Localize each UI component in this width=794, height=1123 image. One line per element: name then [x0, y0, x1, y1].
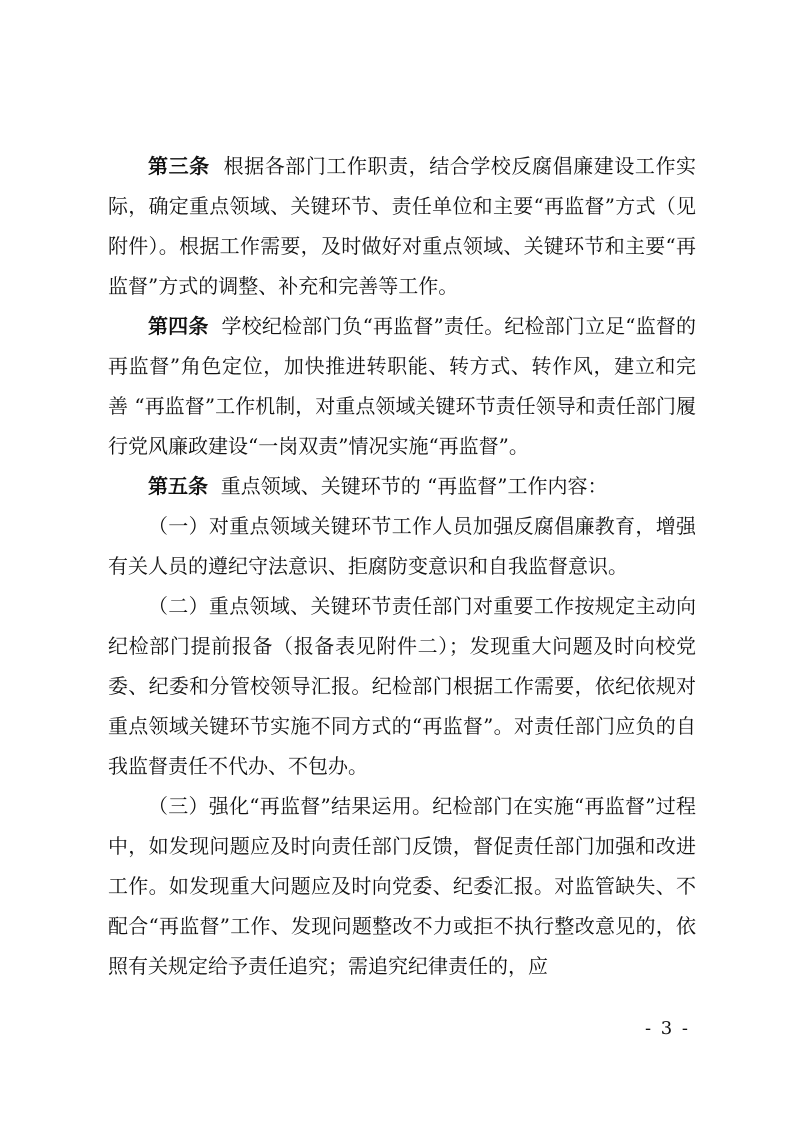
- article-heading: 第五条: [148, 474, 208, 498]
- paragraph-text: （三）强化“再监督”结果运用。纪检部门在实施“再监督”过程中，如发现问题应及时向责任部门反馈，督促责任部门加强和改进工作。如发现重大问题应及时向党委、纪委汇报。对监管缺失、不配合“再监督”工作、发现问题整改不力或拒不执行整改意见的，依照有关规定给予责任追究；需追究纪律责任的，应: [108, 794, 696, 978]
- paragraph-text: （二）重点领域、关键环节责任部门对重要工作按规定主动向纪检部门提前报备（报备表见附件二）；发现重大问题及时向校党委、纪委和分管校领导汇报。纪检部门根据工作需要，依纪依规对重点领域关键环节实施不同方式的“再监督”。对责任部门应负的自我监督责任不代办、不包办。: [108, 594, 696, 778]
- document-body: [108, 146, 696, 986]
- article-4-paragraph: [108, 306, 696, 466]
- article-heading: 第三条: [148, 154, 210, 178]
- item-2-paragraph: [108, 586, 696, 786]
- article-heading: 第四条: [148, 314, 209, 338]
- article-5-paragraph: [108, 466, 696, 506]
- paragraph-text: （一）对重点领域关键环节工作人员加强反腐倡廉教育，增强有关人员的遵纪守法意识、拒腐防变意识和自我监督意识。: [108, 514, 696, 578]
- paragraph-text: 学校纪检部门负“再监督”责任。纪检部门立足“监督的再监督”角色定位，加快推进转职能、转方式、转作风，建立和完善 “再监督”工作机制，对重点领域关键环节责任领导和责任部门履行党风廉政建设“一岗双责”情况实施“再监督”。: [108, 314, 697, 458]
- paragraph-text: 重点领域、关键环节的 “再监督”工作内容：: [220, 474, 608, 498]
- item-3-paragraph: [108, 786, 696, 986]
- page-number: - 3 -: [644, 1018, 690, 1039]
- item-1-paragraph: [108, 506, 696, 586]
- paragraph-text: 根据各部门工作职责，结合学校反腐倡廉建设工作实际，确定重点领域、关键环节、责任单位和主要“再监督”方式（见附件）。根据工作需要，及时做好对重点领域、关键环节和主要“再监督”方式的调整、补充和完善等工作。: [108, 154, 697, 298]
- article-3-paragraph: [108, 146, 696, 306]
